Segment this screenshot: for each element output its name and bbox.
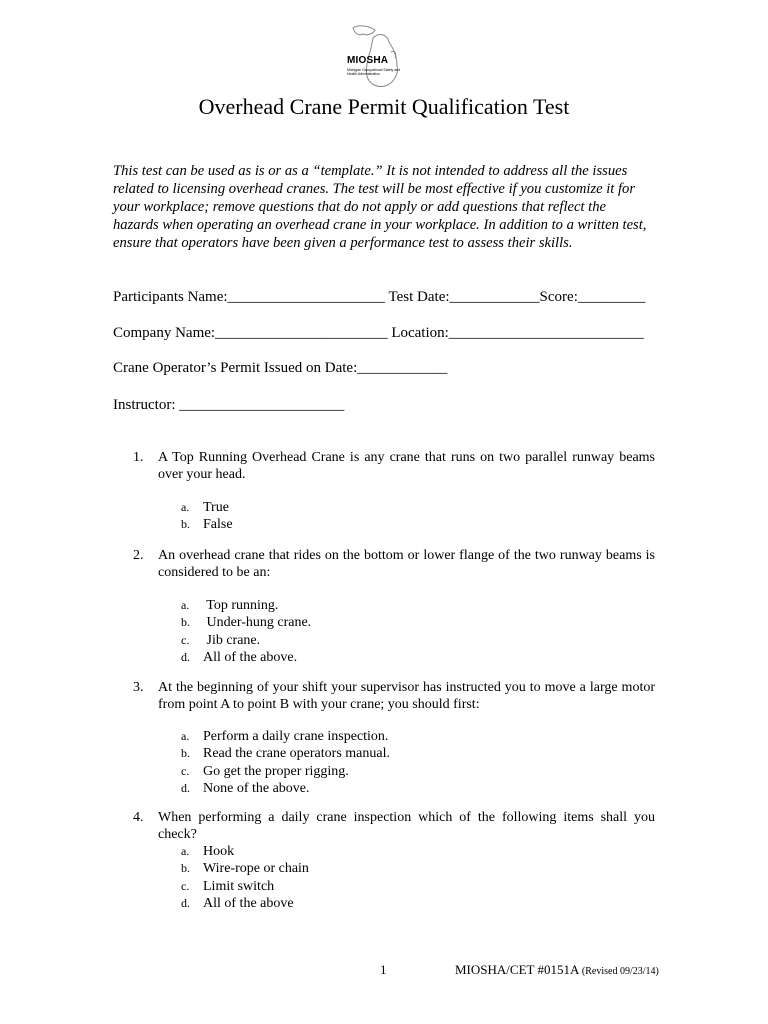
- document-code: [455, 962, 659, 978]
- list-item: a. Perform a daily crane inspection.: [181, 729, 389, 744]
- question-3-options: [181, 728, 390, 797]
- company-line: Company Name:_______________________ Location:__________________________: [113, 325, 644, 341]
- question-text: When performing a daily crane inspection which of the following items shall you check?: [158, 810, 655, 842]
- miosha-logo: [343, 22, 415, 92]
- list-item: d. All of the above: [181, 895, 294, 911]
- page-number: 1: [380, 962, 387, 977]
- question-3: [133, 680, 655, 713]
- question-number: 1.: [133, 450, 144, 465]
- form-number: MIOSHA/CET #0151A: [455, 962, 579, 977]
- list-item: a. True: [181, 500, 229, 515]
- question-number: 3.: [133, 680, 144, 695]
- list-item: d. None of the above.: [181, 780, 310, 796]
- list-item: b. False: [181, 517, 233, 533]
- question-4-options: [181, 843, 309, 912]
- question-number: 2.: [133, 548, 144, 563]
- list-item: c. Go get the proper rigging.: [181, 763, 349, 779]
- revision-date: (Revised 09/23/14): [581, 966, 659, 977]
- question-2-options: [181, 597, 311, 666]
- list-item: b. Under-hung crane.: [181, 615, 312, 631]
- question-2: [133, 548, 655, 581]
- question-1-options: [181, 499, 233, 534]
- list-item: c. Limit switch: [181, 878, 275, 894]
- list-item: b. Wire-rope or chain: [181, 861, 309, 877]
- logo-title: MIOSHA: [347, 55, 389, 66]
- document-title: Overhead Crane Permit Qualification Test: [198, 94, 570, 119]
- list-item: d. All of the above.: [181, 649, 298, 665]
- participant-line: Participants Name:_____________________ Test Date:____________Score:_________: [113, 289, 646, 305]
- question-number: 4.: [133, 810, 144, 825]
- list-item: c. Jib crane.: [181, 632, 261, 648]
- logo-subtitle: Michigan Occupational Safety and Health Administration: [347, 68, 401, 76]
- permit-date-line: Crane Operator’s Permit Issued on Date:____________: [113, 360, 448, 376]
- list-item: b. Read the crane operators manual.: [181, 746, 390, 762]
- question-text: An overhead crane that rides on the bottom or lower flange of the two runway beams is considered to be an:: [158, 548, 655, 580]
- question-text: At the beginning of your shift your supervisor has instructed you to move a large motor from point A to point B with your crane; you should first:: [158, 680, 655, 712]
- list-item: a. Top running.: [181, 598, 279, 613]
- list-item: a. Hook: [181, 844, 235, 859]
- question-text: A Top Running Overhead Crane is any crane that runs on two parallel runway beams over your head.: [158, 450, 655, 482]
- instructor-line: Instructor: ______________________: [113, 397, 345, 413]
- intro-paragraph: This test can be used as is or as a “template.” It is not intended to address all the issues related to licensing overhead cranes. The test will be most effective if you customize it for your workplace; remove questions that do not apply or add questions that reflect the hazards when operating an overhead crane in your workplace. In addition to a written test, ensure that operators have been given a performance test to assess their skills.: [113, 163, 647, 251]
- question-1: [133, 450, 655, 483]
- question-4: [133, 810, 655, 843]
